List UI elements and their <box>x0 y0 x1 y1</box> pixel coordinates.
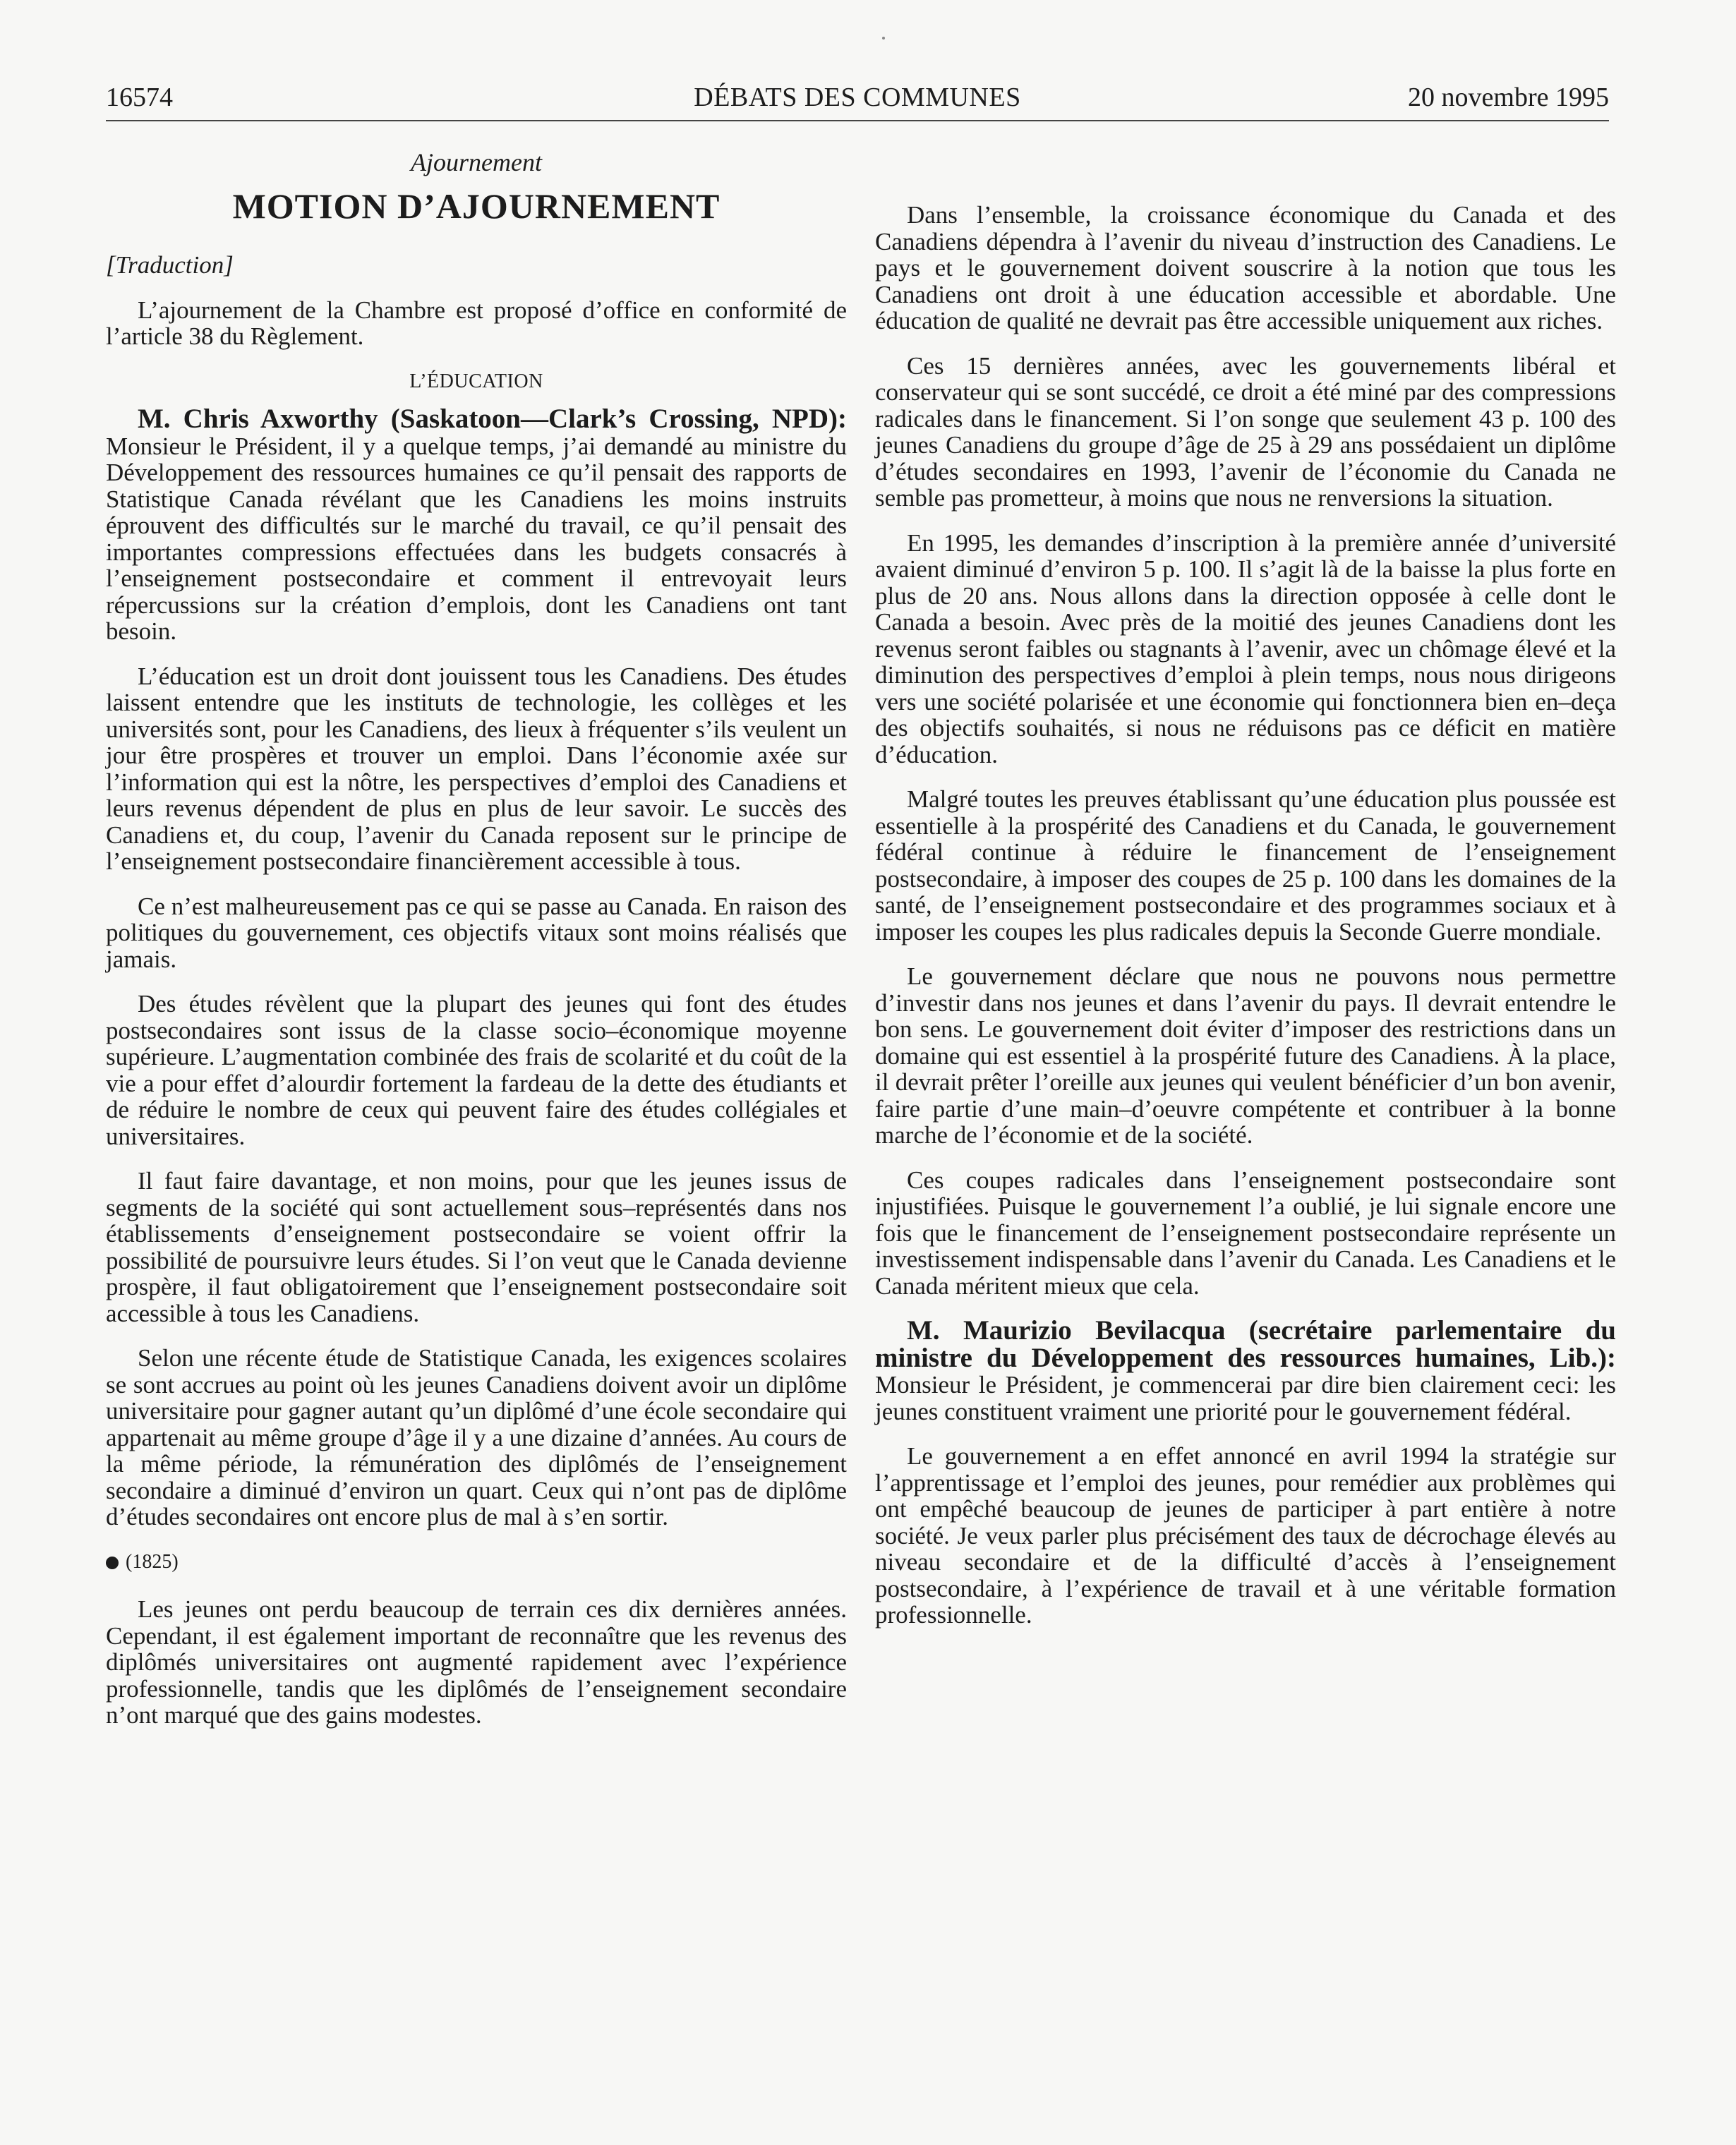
intro-paragraph: L’ajournement de la Chambre est proposé d’office en conformité de l’article 38 du Règlement. <box>106 296 847 350</box>
right-column <box>875 202 1616 1647</box>
section-header: Ajournement <box>411 148 542 176</box>
page-number: 16574 <box>106 83 173 112</box>
paragraph: Le gouvernement déclare que nous ne pouvons nous permettre d’investir dans nos jeunes et dans l’avenir du pays. Il devrait entendre le bon sens. Le gouvernement doit éviter d’imposer des restrictions dans un domaine qui est essentiel à la prospérité future des Canadiens. À la place, il devrait prêter l’oreille aux jeunes qui veulent bénéficier d’un bon avenir, faire partie d’une main–d’oeuvre compétente et contribuer à la bonne marche de l’économie et de la société. <box>875 962 1616 1149</box>
paragraph: Malgré toutes les preuves établissant qu’une éducation plus poussée est essentielle à la prospérité des Canadiens et du Canada, le gouvernement fédéral continue à réduire le financement de l’enseignement postsecondaire, à imposer des coupes de 25 p. 100 dans les domaines de la santé, de l’enseignement postsecondaire et des programmes sociaux et à imposer les coupes les plus radicales depuis la Seconde Guerre mondiale. <box>875 785 1616 945</box>
speaker2-name: M. Maurizio Bevilacqua (secrétaire parlementaire du ministre du Développement des ressources humaines, Lib.): <box>875 1315 1616 1373</box>
traduction-label: [Traduction] <box>106 251 234 279</box>
paragraph: Des études révèlent que la plupart des jeunes qui font des études postsecondaires sont issus de la classe socio–économique moyenne supérieure. L’augmentation combinée des frais de scolarité et du coût de la vie a pour effet d’alourdir fortement la fardeau de la dette des étudiants et de réduire le nombre de ceux qui peuvent faire des études collégiales et universitaires. <box>106 990 847 1150</box>
page-date: 20 novembre 1995 <box>1408 83 1609 112</box>
bullet-icon <box>106 1557 119 1569</box>
motion-title: MOTION D’AJOURNEMENT <box>232 186 721 226</box>
paragraph: L’éducation est un droit dont jouissent tous les Canadiens. Des études laissent entendre que les instituts de technologie, les collèges et les universités sont, pour les Canadiens, des lieux à fréquenter s’ils veulent un jour être prospères et trouver un emploi. Dans l’économie axée sur l’information qui est la nôtre, les perspectives d’emploi des Canadiens et leurs revenus dépendent de plus en plus de leur savoir. Le succès des Canadiens et, du coup, l’avenir du Canada reposent sur le principe de l’enseignement postsecondaire financièrement accessible à tous. <box>106 662 847 875</box>
paragraph: En 1995, les demandes d’inscription à la première année d’université avaient diminué d’environ 5 p. 100. Il s’agit là de la baisse la plus forte en plus de 20 ans. Nous allons dans la direction opposée à celle dont le Canada a besoin. Avec près de la moitié des jeunes Canadiens dont les revenus seront faibles ou stagnants à l’avenir, avec un chômage élevé et la diminution des perspectives d’emploi à plein temps, nous nous dirigeons vers une société polarisée et une économie qui fonctionnera bien en–deça des objectifs souhaités, si nous ne réduisons pas ce déficit en matière d’éducation. <box>875 528 1616 768</box>
speaker1-paragraph <box>106 406 847 645</box>
paragraph: Ce n’est malheureusement pas ce qui se passe au Canada. En raison des politiques du gouvernement, ces objectifs vitaux sont moins réalisés que jamais. <box>106 892 847 973</box>
paragraph: Les jeunes ont perdu beaucoup de terrain ces dix dernières années. Cependant, il est également important de reconnaître que les revenus des diplômés universitaires ont augmenté rapidement avec l’expérience professionnelle, tandis que les diplômés de l’enseignement secondaire n’ont marqué que des gains modestes. <box>106 1595 847 1729</box>
speaker2-paragraph <box>875 1317 1616 1425</box>
paragraph: Ces 15 dernières années, avec les gouvernements libéral et conservateur qui se sont succédé, ce droit a été miné par des compressions radicales dans le financement. Si l’on songe que seulement 43 p. 100 des jeunes Canadiens du groupe d’âge de 25 à 29 ans possédaient un diplôme d’études secondaires en 1993, l’avenir de l’économie du Canada ne semble pas prometteur, à moins que nous ne renversions la situation. <box>875 351 1616 512</box>
time-marker-text: (1825) <box>126 1550 179 1573</box>
paragraph: Ces coupes radicales dans l’enseignement postsecondaire sont injustifiées. Puisque le gouvernement l’a oublié, je lui signale encore une fois que le financement de l’enseignement postsecondaire représente un investissement indispensable dans l’avenir du Canada. Les Canadiens et le Canada méritent mieux que cela. <box>875 1166 1616 1300</box>
speaker1-name: M. Chris Axworthy (Saskatoon—Clark’s Crossing, NPD): <box>138 404 847 434</box>
paragraph: Le gouvernement a en effet annoncé en avril 1994 la stratégie sur l’apprentissage et l’emploi des jeunes, pour remédier aux problèmes qui ont empêché beaucoup de jeunes de participer à part entière à notre société. Je veux parler plus précisément des taux de décrochage élevés au niveau secondaire et de la difficulté d’accès à l’enseignement postsecondaire, à l’expérience de travail et à une véritable formation professionnelle. <box>875 1442 1616 1629</box>
paragraph: Il faut faire davantage, et non moins, pour que les jeunes issus de segments de la société qui sont actuellement sous–représentés dans nos établissements d’enseignement postsecondaire se voient offrir la possibilité de poursuivre leurs études. Si l’on veut que le Canada devienne prospère, il faut obligatoirement que l’enseignement postsecondaire soit accessible à tous les Canadiens. <box>106 1167 847 1327</box>
speaker2-text: Monsieur le Président, je commencerai par dire bien clairement ceci: les jeunes constituent vraiment une priorité pour le gouvernement fédéral. <box>875 1371 1616 1425</box>
speaker1-text: Monsieur le Président, il y a quelque temps, j’ai demandé au ministre du Développement des ressources humaines ce qu’il pensait des rapports de Statistique Canada révélant que les Canadiens les moins instruits éprouvent des difficultés sur le marché du travail, ce qu’il pensait des importantes compressions effectuées dans les budgets consacrés à l’enseignement postsecondaire et comment il entrevoyait leurs répercussions sur la création d’emplois, dont les Canadiens ont tant besoin. <box>106 432 847 645</box>
time-marker <box>106 1549 847 1576</box>
journal-title: DÉBATS DES COMMUNES <box>694 83 1021 112</box>
paragraph: Dans l’ensemble, la croissance économique du Canada et des Canadiens dépendra à l’avenir du niveau d’instruction des Canadiens. Le pays et le gouvernement doivent souscrire à la notion que tous les Canadiens ont droit à une éducation accessible et abordable. Une éducation de qualité ne devrait pas être accessible uniquement aux riches. <box>875 201 1616 334</box>
scan-mark <box>882 37 885 40</box>
paragraph: Selon une récente étude de Statistique Canada, les exigences scolaires se sont accrues au point où les jeunes Canadiens doivent avoir un diplôme universitaire pour gagner autant qu’un diplômé d’une école secondaire qui appartenait au même groupe d’âge il y a une dizaine d’années. Au cours de la même période, la rémunération des diplômés de l’enseignement secondaire a diminué d’environ un quart. Ceux qui n’ont pas de diplôme d’études secondaires ont encore plus de mal à s’en sortir. <box>106 1344 847 1530</box>
topic-heading: L’ÉDUCATION <box>409 370 543 392</box>
page-header <box>106 78 1609 121</box>
left-column <box>106 150 847 1747</box>
